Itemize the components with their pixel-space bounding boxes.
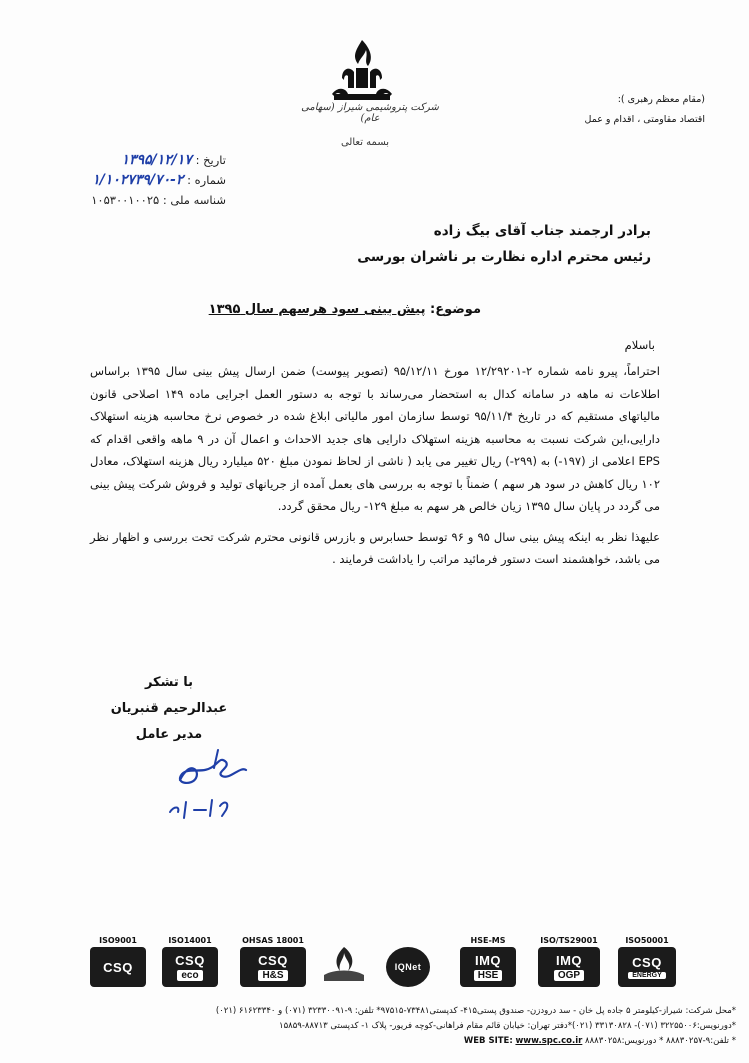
slogan-line-2: اقتصاد مقاومتی ، اقدام و عمل (584, 114, 705, 125)
cert-iso-ts29001: ISO/TS29001 IMQ OGP (538, 936, 600, 987)
body-paragraph-1: احتراماً، پیرو نامه شماره ۲-۱۲/۲۹۲۰۱ مورخ ۹۵/۱۲/۱۱ (تصویر پیوست) ضمن ارسال پیش بینی سال ۱۳۹۵ براساس اطلاعات نه ماهه در سامانه کدال به استحضار می‌رساند با توجه به دستور العمل اجرایی ماده ۱۴۹ اصلاحی قانون مالیاتهای مستقیم که در تاریخ ۹۵/۱۱/۴ توسط سازمان امور مالیاتی ابلاغ شده در خصوص نرخ محاسبه هزینه استهلاک دارایی،این شرکت نسبت به محاسبه هزینه استهلاک دارایی های جدید الاحداث و اعمال آن در ۹ ماهه واقعی اقدام که EPS اعلامی از (۱۹۷-) به (۲۹۹-) ریال تغییر می یابد ( ناشی از لحاظ نمودن مبلغ ۵۲۰ میلیارد ریال هزینه استهلاک، معادل ۱۰۲ ریال کاهش در سود هر سهم ) ضمناً با توجه به بررسی های بعمل آمده از جریانهای تولید و فروش شرکت پیش بینی می گردد در پایان سال ۱۳۹۵ زیان خالص هر سهم به مبلغ ۱۲۹- ریال محقق گردد. (90, 364, 660, 513)
bismillah: بسمه تعالی (340, 137, 390, 148)
cert-hse-ms: HSE-MS IMQ HSE (460, 936, 516, 987)
body-paragraph-2: علیهذا نظر به اینکه پیش بینی سال ۹۵ و ۹۶ توسط حسابرس و بازرس قانونی محترم شرکت تحت بررسی و اظهار نظر می باشد، خواهشمند است دستور فرمائید مراتب را یاداشت فرمایند . (90, 529, 660, 566)
handwritten-signature (160, 740, 270, 830)
number-label: شماره : (187, 173, 226, 187)
date-row (76, 150, 226, 170)
subject-text: پیش بینی سود هرسهم سال ۱۳۹۵ (208, 302, 426, 317)
signer-name: عبدالرحیم قنبریان (110, 701, 228, 716)
signer-title: مدیر عامل (135, 727, 203, 742)
signature-block (109, 670, 229, 748)
emblem-icon (316, 945, 372, 987)
footer-line-3 (14, 1034, 736, 1049)
letter-body (90, 360, 660, 571)
recipient-line-2: رئیس محترم اداره نظارت بر ناشران بورسی (357, 249, 651, 265)
cert-iso14001: ISO14001 CSQ eco (162, 936, 218, 987)
footer-line-2: *دورنویس:۳۲۲۵۵۰۰۶ (۰۷۱)- ۳۳۱۳۰۸۲۸ (۰۲۱)*دفتر تهران: خیابان قائم مقام فراهانی-کوچه فریور- پلاک ۱- کدپستی ۸۸۷۱۳-۱۵۸۵۹ (279, 1021, 736, 1031)
cert-emblem (316, 936, 372, 991)
salutation: باسلام (624, 338, 655, 352)
recipient-line-1: برادر ارجمند جناب آقای بیگ زاده (433, 223, 651, 239)
cert-iqnet: IQNet (380, 936, 436, 987)
cert-ohsas18001: OHSAS 18001 CSQ H&S (240, 936, 306, 987)
footer-website (464, 1036, 583, 1046)
number-row (76, 170, 226, 190)
letter-meta (76, 150, 226, 210)
national-id-row (76, 190, 226, 210)
website-label: WEB SITE: (463, 1036, 513, 1046)
footer (14, 1004, 736, 1049)
recipient (291, 218, 651, 270)
number-value: ۲-۱/۱۰۲۷۳۹/۷۰ (92, 172, 184, 188)
cert-iso9001: ISO9001 CSQ (90, 936, 146, 987)
subject (181, 302, 481, 317)
subject-label: موضوع: (430, 302, 481, 317)
national-id-value: ۱۰۵۳۰۰۱۰۰۲۵ (91, 193, 160, 207)
closing: با تشکر (144, 675, 194, 690)
company-caption: شرکت پتروشیمی شیراز (سهامی عام) (301, 102, 439, 124)
website-link[interactable]: www.spc.co.ir (515, 1036, 583, 1046)
certifications-bar (90, 936, 680, 996)
slogan-line-1: (مقام معظم رهبری ): (617, 94, 705, 105)
footer-phone: * تلفن:۹-۸۸۸۳۰۲۵۷ * دورنویس:۸۸۸۳۰۲۵۸ (585, 1036, 736, 1046)
slogan (505, 90, 705, 130)
national-id-label: شناسه ملی : (162, 193, 226, 207)
date-value: ۱۳۹۵/۱۲/۱۷ (121, 152, 192, 168)
date-label: تاریخ : (195, 153, 226, 167)
footer-line-1: *محل شرکت: شیراز-کیلومتر ۵ جاده پل خان - سد درودزن- صندوق پستی۴۱۵- کدپستی۷۳۴۸۱-۹۷۵۱۵* تلفن: ۹-۳۲۳۳۰۰۹۱ (۰۷۱) و ۶۱۶۲۳۳۴۰ (۰۲۱) (215, 1006, 736, 1016)
cert-iso50001: ISO50001 CSQ ENERGY (618, 936, 676, 987)
